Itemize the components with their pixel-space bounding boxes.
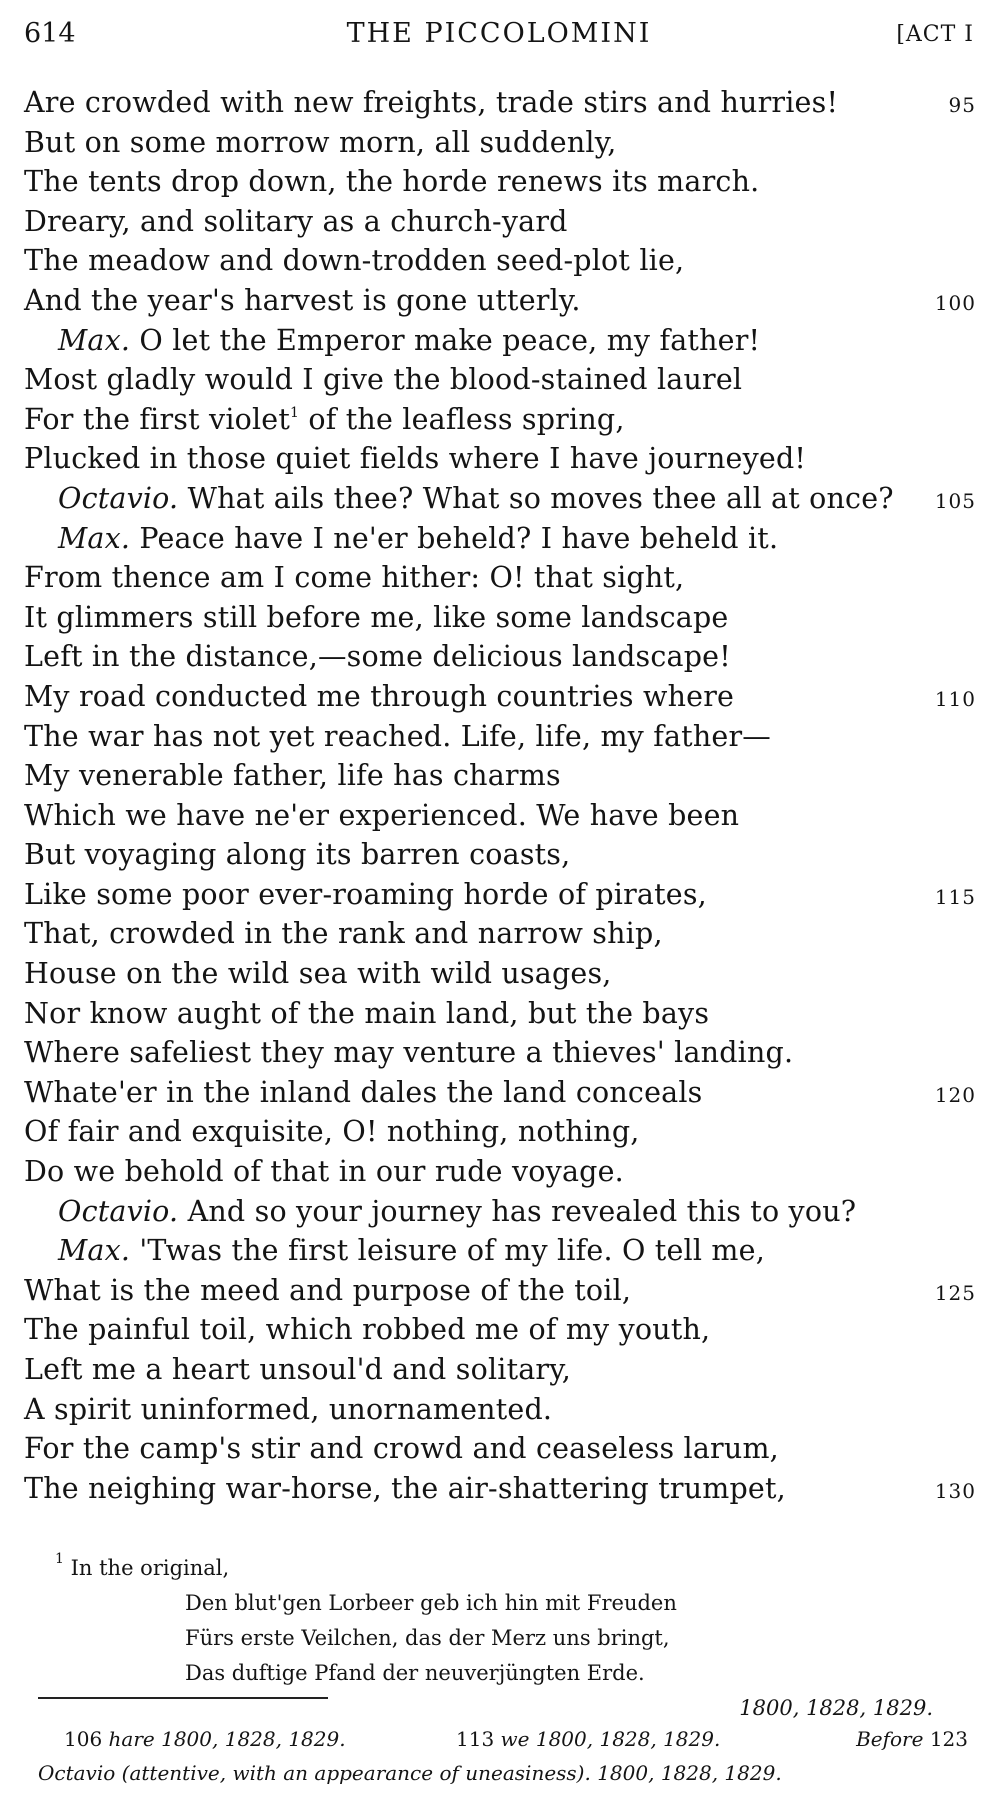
verse-text: My road conducted me through countries where (24, 679, 735, 713)
verse-line (24, 1429, 976, 1469)
verse-text: My venerable father, life has charms (24, 759, 561, 793)
verse-line (24, 1469, 976, 1509)
verse-text: What ails thee? What so moves thee all at once? (187, 481, 894, 515)
footnote-marker: 1 (55, 1551, 64, 1567)
running-title: THE PICCOLOMINI (346, 18, 652, 49)
footnote-reference: 1 (290, 404, 300, 421)
verse-line (24, 479, 976, 519)
verse-line (24, 796, 976, 836)
verse-line (24, 202, 976, 242)
verse-line (24, 558, 976, 598)
verse-line (24, 835, 976, 875)
verse-line (24, 598, 976, 638)
footnote-intro-text: In the original, (70, 1556, 230, 1580)
line-number: 120 (934, 1082, 976, 1107)
footnote-verse: Fürs erste Veilchen, das der Merz uns bringt, (185, 1626, 670, 1650)
verse-text: But voyaging along its barren coasts, (24, 838, 571, 872)
verse-text: Which we have ne'er experienced. We have been (24, 798, 740, 832)
verse-text: Of fair and exquisite, O! nothing, nothing, (24, 1115, 640, 1149)
verse-line (24, 241, 976, 281)
variant-before-label: Before (856, 1727, 924, 1751)
verse-line (24, 637, 976, 677)
line-number: 115 (934, 884, 976, 909)
verse-line (24, 1271, 976, 1311)
verse-text: The war has not yet reached. Life, life, my father— (24, 719, 771, 753)
line-number: 130 (934, 1478, 976, 1503)
verse-line (24, 1112, 976, 1152)
verse-line (24, 717, 976, 757)
verse-line (24, 123, 976, 163)
footnote-rule (38, 1697, 328, 1699)
variant-106 (64, 1722, 346, 1756)
verse-text: The meadow and down-trodden seed-plot lie, (24, 244, 685, 278)
verse-text: Nor know aught of the main land, but the bays (24, 996, 710, 1030)
verse-text: The tents drop down, the horde renews its march. (24, 165, 760, 199)
speaker-name: Max. (58, 521, 131, 555)
act-label: [ACT I (896, 22, 974, 47)
verse-text: Whate'er in the inland dales the land conceals (24, 1075, 703, 1109)
verse-text: A spirit uninformed, unornamented. (24, 1392, 553, 1426)
variant-line-number: 123 (929, 1727, 968, 1751)
line-number: 125 (934, 1280, 976, 1305)
variant-row (38, 1722, 968, 1756)
verse-text: Plucked in those quiet fields where I have journeyed! (24, 442, 807, 476)
verse-text: It glimmers still before me, like some landscape (24, 600, 729, 634)
footnote-editions: 1800, 1828, 1829. (739, 1696, 933, 1720)
verse-line (24, 1073, 976, 1113)
variant-113 (456, 1722, 720, 1756)
verse-text: Do we behold of that in our rude voyage. (24, 1155, 624, 1189)
verse-text: That, crowded in the rank and narrow ship, (24, 917, 663, 951)
footnote-verse: Den blut'gen Lorbeer geb ich hin mit Freuden (185, 1591, 677, 1615)
verse-text: House on the wild sea with wild usages, (24, 957, 612, 991)
verse-text: What is the meed and purpose of the toil, (24, 1273, 632, 1307)
verse-line (24, 875, 976, 915)
verse-line (24, 1310, 976, 1350)
speaker-name: Octavio. (58, 481, 179, 515)
verse-line (24, 162, 976, 202)
variant-row: Octavio (attentive, with an appearance of uneasiness). 1800, 1828, 1829. (38, 1761, 782, 1785)
verse-line (24, 1033, 976, 1073)
verse-text: For the camp's stir and crowd and ceaseless larum, (24, 1432, 779, 1466)
speaker-name: Octavio. (58, 1194, 179, 1228)
verse-text: For the first violet (24, 402, 291, 436)
verse-text: Left in the distance,—some delicious landscape! (24, 640, 731, 674)
page-number: 614 (24, 18, 76, 49)
verse-text: From thence am I come hither: O! that sight, (24, 561, 685, 595)
verse-line (24, 914, 976, 954)
verse-line (24, 756, 976, 796)
textual-variants (38, 1722, 968, 1790)
verse-text: Most gladly would I give the blood-stained laurel (24, 363, 743, 397)
verse-line (24, 83, 976, 123)
verse-line (24, 321, 976, 361)
variant-reading: we 1800, 1828, 1829. (500, 1727, 721, 1751)
verse-line (24, 439, 976, 479)
line-number: 105 (934, 488, 976, 513)
verse-text: Like some poor ever-roaming horde of pirates, (24, 877, 707, 911)
verse-line (24, 400, 976, 440)
line-number: 95 (948, 93, 976, 117)
verse-text: of the leafless spring, (299, 402, 625, 436)
footnote-verse: Das duftige Pfand der neuverjüngten Erde. (185, 1661, 645, 1685)
verse-line (24, 1192, 976, 1232)
speaker-name: Max. (58, 1234, 131, 1268)
verse-line (24, 954, 976, 994)
verse-line (24, 677, 976, 717)
footnote-intro (55, 1550, 955, 1586)
verse-line (24, 1350, 976, 1390)
verse-text: The painful toil, which robbed me of my youth, (24, 1313, 711, 1347)
line-number: 110 (934, 686, 976, 711)
verse-text: Dreary, and solitary as a church-yard (24, 204, 568, 238)
verse-line (24, 1152, 976, 1192)
verse-line (24, 1231, 976, 1271)
footnote (55, 1550, 955, 1725)
verse-line (24, 360, 976, 400)
verse-line (24, 1390, 976, 1430)
page-header (24, 18, 974, 62)
verse-text: The neighing war-horse, the air-shattering trumpet, (24, 1471, 786, 1505)
verse-text: Peace have I ne'er beheld? I have beheld it. (139, 521, 779, 555)
verse-text: But on some morrow morn, all suddenly, (24, 125, 617, 159)
verse-line (24, 994, 976, 1034)
verse-line (24, 519, 976, 559)
variant-line-number: 106 (64, 1727, 103, 1751)
verse-text: And the year's harvest is gone utterly. (24, 283, 581, 317)
speaker-name: Max. (58, 323, 131, 357)
verse-text: And so your journey has revealed this to you? (187, 1194, 857, 1228)
verse-text: Left me a heart unsoul'd and solitary, (24, 1353, 572, 1386)
variant-reading: hare 1800, 1828, 1829. (108, 1727, 346, 1751)
verse-text: Are crowded with new freights, trade stirs and hurries! (24, 86, 839, 119)
verse-line (24, 281, 976, 321)
line-number: 100 (934, 290, 976, 315)
variant-123 (856, 1722, 968, 1756)
poem-text (24, 83, 976, 1508)
variant-line-number: 113 (456, 1727, 495, 1751)
verse-text: Where safeliest they may venture a thieves' landing. (24, 1036, 794, 1070)
verse-text: 'Twas the first leisure of my life. O tell me, (139, 1234, 765, 1268)
verse-text: O let the Emperor make peace, my father! (139, 323, 761, 357)
